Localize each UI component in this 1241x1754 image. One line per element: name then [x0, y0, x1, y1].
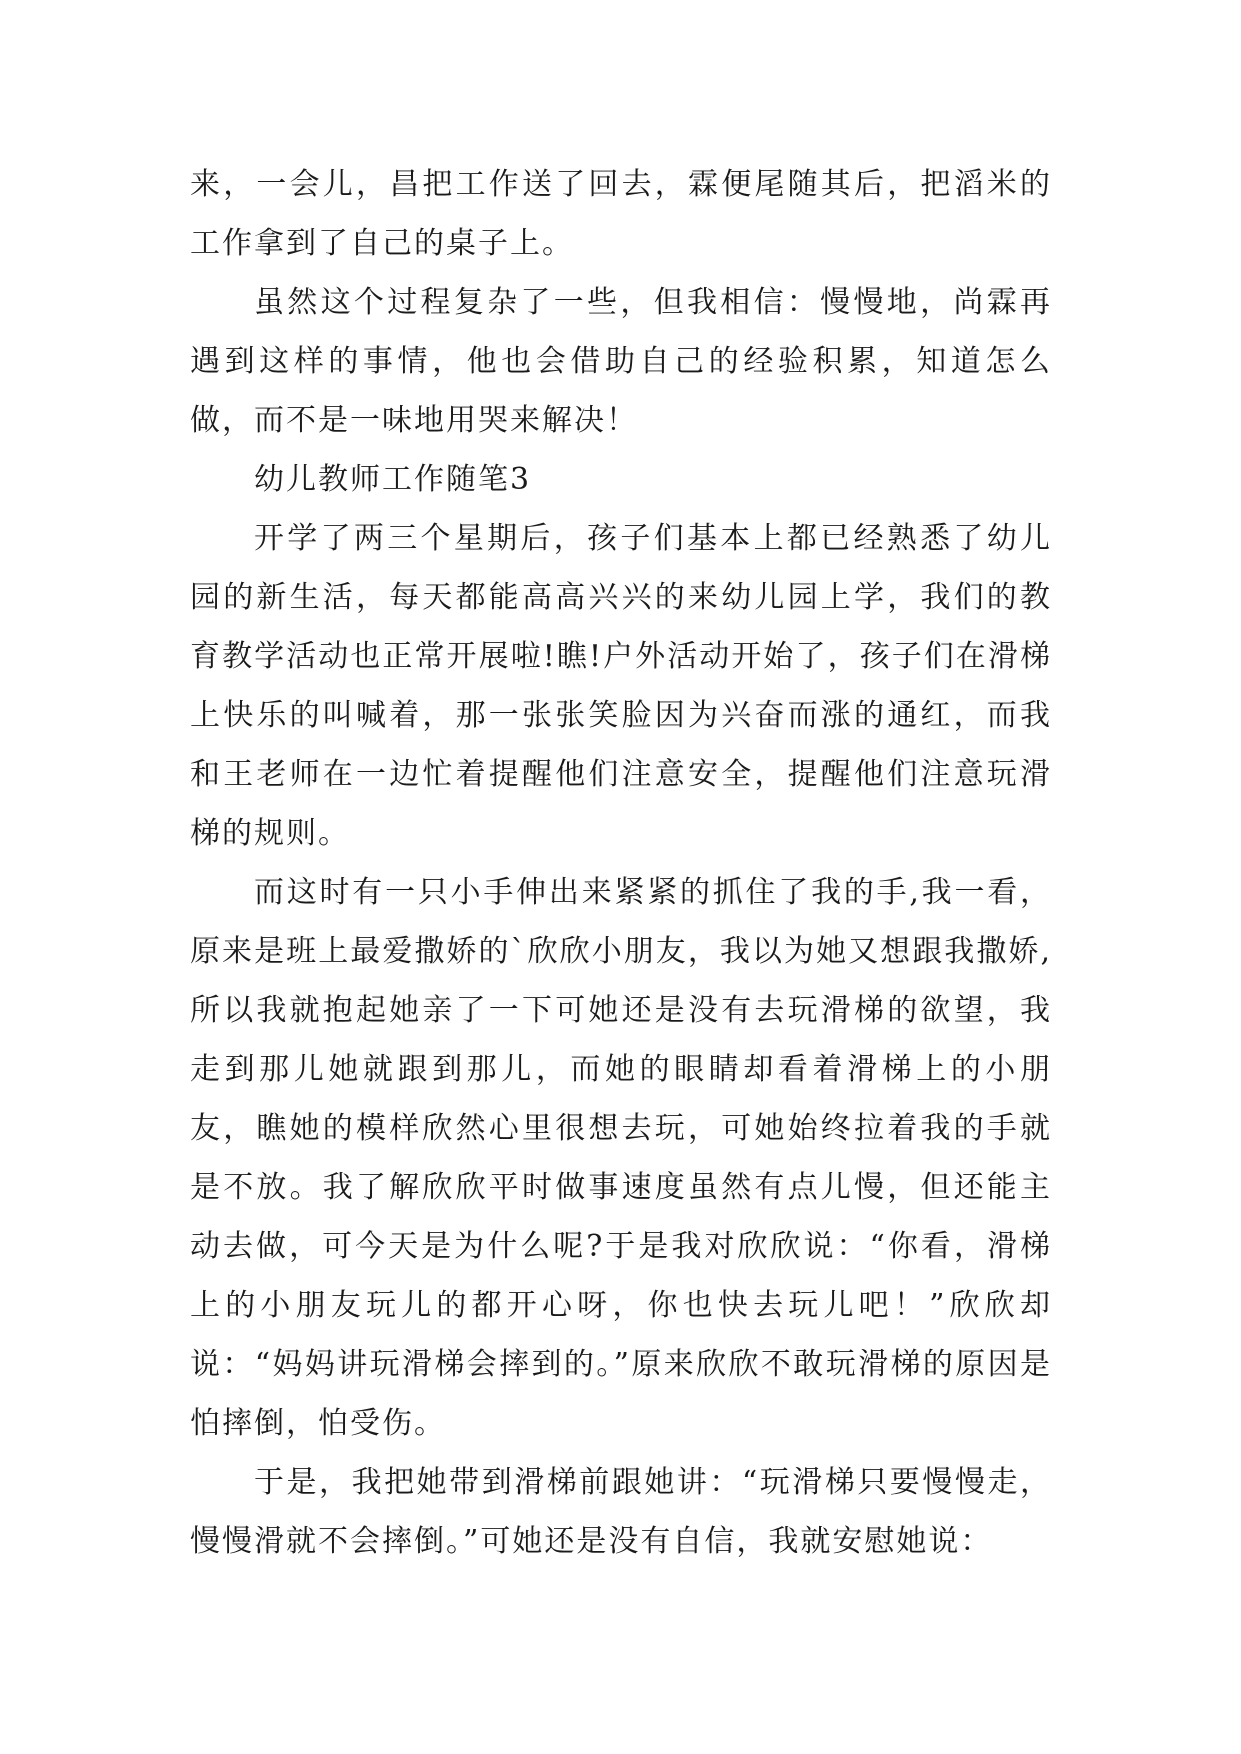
- paragraph-intro: 开学了两三个星期后，孩子们基本上都已经熟悉了幼儿园的新生活，每天都能高高兴兴的来幼儿园上学，我们的教育教学活动也正常开展啦!瞧!户外活动开始了，孩子们在滑梯上快乐的叫喊着，那一张张笑脸因为兴奋而涨的通红，而我和王老师在一边忙着提醒他们注意安全，提醒他们注意玩滑梯的规则。: [190, 521, 1052, 851]
- paragraph-story: 而这时有一只小手伸出来紧紧的抓住了我的手,我一看，原来是班上最爱撒娇的`欣欣小朋友，我以为她又想跟我撒娇,所以我就抱起她亲了一下可她还是没有去玩滑梯的欲望，我走到那儿她就跟到那儿，而她的眼睛却看着滑梯上的小朋友，瞧她的模样欣然心里很想去玩，可她始终拉着我的手就是不放。我了解欣欣平时做事速度虽然有点儿慢，但还能主动去做，可今天是为什么呢?于是我对欣欣说：“你看，滑梯上的小朋友玩儿的都开心呀，你也快去玩儿吧！”欣欣却说：“妈妈讲玩滑梯会摔到的。”原来欣欣不敢玩滑梯的原因是怕摔倒，怕受伤。: [190, 875, 1052, 1441]
- paragraph-conclusion: 虽然这个过程复杂了一些，但我相信：慢慢地，尚霖再遇到这样的事情，他也会借助自己的经验积累，知道怎么做，而不是一味地用哭来解决！: [190, 285, 1052, 438]
- section-heading: 幼儿教师工作随笔3: [254, 462, 532, 497]
- paragraph-continuation: 来，一会儿，昌把工作送了回去，霖便尾随其后，把滔米的工作拿到了自己的桌子上。: [190, 167, 1052, 261]
- document-body: [190, 155, 1052, 1571]
- paragraph-ending: 于是，我把她带到滑梯前跟她讲：“玩滑梯只要慢慢走，慢慢滑就不会摔倒。”可她还是没有自信，我就安慰她说：: [190, 1465, 1052, 1559]
